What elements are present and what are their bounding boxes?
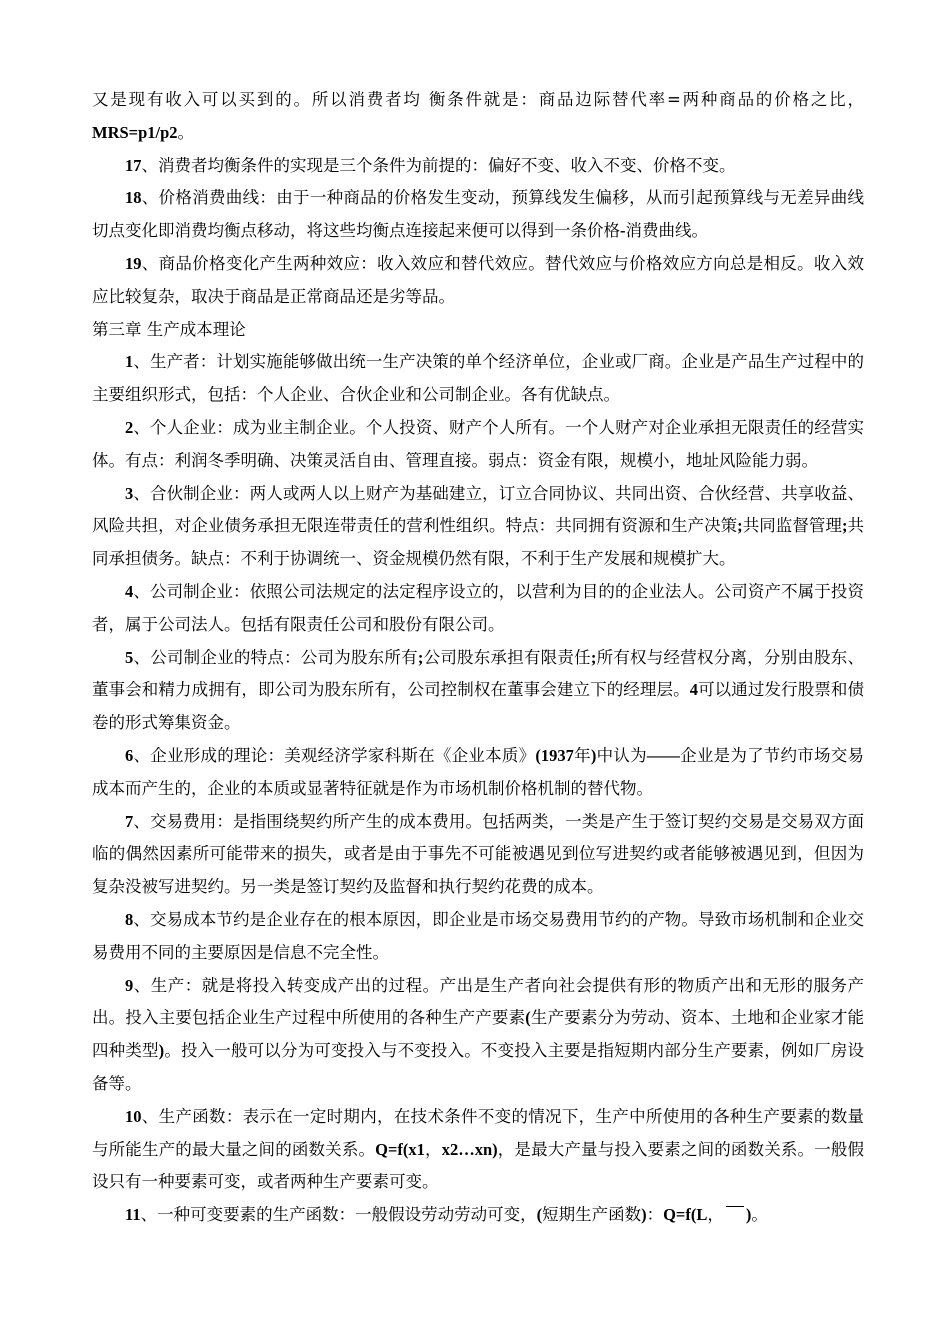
text-run: 5: [125, 647, 134, 667]
text-run: 、合伙制企业：两人或两人以上财产为基础建立，订立合同协议、共同出资、合伙经营、共享收益、风险共担，对企业债务承担无限连带责任的营利性组织。特点：共同拥有资源和生产决策: [92, 483, 864, 536]
text-run: 共同承担债务。缺点：不利于协调统一、资金规模仍然有限，不利于生产发展和规模扩大。: [92, 516, 865, 569]
paragraph-p17: [92, 150, 864, 183]
paragraph-c5: [92, 642, 864, 740]
paragraph-c11: [92, 1199, 864, 1232]
text-run: 消费曲线。: [625, 221, 708, 241]
text-run: 。: [751, 1205, 768, 1225]
paragraph-p19: [92, 248, 864, 314]
text-run: 又是现有收入可以买到的。所以消费者均 衡条件就是：商品边际替代率=两种商品的价格之比，: [92, 90, 864, 109]
text-run: ): [158, 1041, 165, 1061]
text-run: 、公司制企业的特点：公司为股东所有: [133, 647, 418, 667]
text-run: 、商品价格变化产生两种效应：收入效应和替代效应。替代效应与价格效应方向总是相反。收入效应比较复杂，取决于商品是正常商品还是劣等品。: [92, 253, 864, 306]
text-run: 短期生产函数: [542, 1205, 642, 1225]
text-run: 7: [125, 811, 134, 831]
text-run: 18: [125, 188, 142, 208]
overline-symbol: [726, 1206, 744, 1208]
paragraph-c6: [92, 740, 864, 806]
text-run: ;: [841, 516, 848, 536]
text-run: 、生产函数：表示在一定时期内，在技术条件不变的情况下，生产中所使用的各种生产要素的数量与所能生产的最大量之间的函数关系。: [92, 1106, 864, 1159]
text-run: ): [745, 1205, 752, 1225]
text-run: 共同监督管理: [742, 516, 842, 536]
paragraph-c7: [92, 806, 864, 904]
text-run: 4: [125, 581, 134, 601]
text-run: 2: [125, 417, 134, 437]
text-run: (1937: [535, 745, 574, 765]
text-run: ——: [646, 745, 680, 765]
text-run: 、一种可变要素的生产函数：一般假设劳动劳动可变，: [140, 1205, 537, 1225]
chapter-heading: [92, 314, 864, 347]
text-run: ;: [590, 647, 597, 667]
text-run: 第三章 生产成本理论: [92, 319, 246, 339]
paragraph-c4: [92, 576, 864, 642]
text-run: 企业是为了节约市场交易成本而产生的，企业的本质或显著特征就是作为市场机制价格机制的替代物。: [92, 745, 865, 798]
paragraph-p-cont: [92, 84, 864, 150]
text-run: 19: [125, 253, 142, 273]
text-run: 4: [689, 680, 698, 700]
paragraph-c9: [92, 970, 864, 1101]
text-run: 、生产者：计划实施能够做出统一生产决策的单个经济单位，企业或厂商。企业是产品生产过程中的主要组织形式，包括：个人企业、合伙企业和公司制企业。各有优缺点。: [92, 352, 864, 405]
text-run: ): [590, 745, 597, 765]
text-run: 。: [177, 122, 195, 142]
text-run: 年: [573, 745, 591, 765]
text-run: 所有权与经营权分离，分别由股东、董事会和精力成拥有，即公司为股东所有，公司控制权在董事会建立下的经理层。: [92, 647, 865, 700]
text-run: 可以通过发行股票和债卷的形式筹集资金。: [92, 680, 865, 733]
text-run: ): [641, 1205, 647, 1225]
paragraph-c8: [92, 904, 864, 970]
text-run: ;: [737, 516, 743, 536]
text-run: ，: [424, 1139, 442, 1159]
text-run: Q=f(x1: [375, 1139, 425, 1159]
text-run: 11: [125, 1205, 141, 1225]
text-run: (: [536, 1205, 543, 1225]
text-run: MRS=p1/p2: [92, 122, 178, 142]
text-run: 生产要素分为劳动、资本、土地和企业家才能四种类型: [92, 1008, 865, 1061]
text-run: 、消费者均衡条件的实现是三个条件为前提的：偏好不变、收入不变、价格不变。: [141, 155, 736, 175]
text-run: 6: [125, 745, 134, 765]
paragraph-c10: [92, 1101, 864, 1199]
text-run: ，: [707, 1205, 724, 1225]
text-run: 、个人企业：成为业主制企业。个人投资、财产个人所有。一个人财产对企业承担无限责任的经营实体。有点：利润冬季明确、决策灵活自由、管理直接。弱点：资金有限，规模小，地址风险能力弱。: [92, 417, 864, 470]
text-run: 1: [125, 352, 134, 372]
paragraph-c2: [92, 412, 864, 478]
paragraph-c3: [92, 478, 864, 576]
text-run: ，是最大产量与投入要素之间的函数关系。一般假设只有一种要素可变，或者两种生产要素可变。: [92, 1139, 865, 1192]
paragraph-c1: [92, 346, 864, 412]
text-run: 10: [125, 1106, 142, 1126]
text-run: 。投入一般可以分为可变投入与不变投入。不变投入主要是指短期内部分生产要素，例如厂房设备等。: [92, 1041, 865, 1093]
text-run: 9: [125, 975, 134, 995]
paragraph-p18: [92, 182, 864, 248]
text-run: 、价格消费曲线：由于一种商品的价格发生变动，预算线发生偏移，从而引起预算线与无差异曲线切点变化即消费均衡点移动，将这些均衡点连接起来便可以得到一条价格: [92, 188, 864, 241]
text-run: 、公司制企业：依照公司法规定的法定程序设立的，以营利为目的的企业法人。公司资产不属于投资者，属于公司法人。包括有限责任公司和股份有限公司。: [92, 581, 864, 634]
text-run: Q=f(L: [663, 1205, 708, 1225]
text-run: ：: [646, 1205, 664, 1225]
text-run: 公司股东承担有限责任: [423, 647, 591, 667]
text-run: 、交易费用：是指围绕契约所产生的成本费用。包括两类，一类是产生于签订契约交易是交易双方面临的偶然因素所可能带来的损失，或者是由于事先不可能被遇见到位写进契约或者能够被遇见到，但因为复杂没被写进契约。另一类是签订契约及监督和执行契约花费的成本。: [92, 811, 864, 897]
text-run: 8: [125, 909, 134, 929]
text-run: ;: [417, 647, 424, 667]
text-run: x2…xn): [441, 1139, 498, 1159]
text-run: 3: [125, 483, 134, 503]
document-page: [92, 84, 864, 1232]
text-run: 、企业形成的理论：美观经济学家科斯在《企业本质》: [133, 745, 536, 765]
text-run: 、交易成本节约是企业存在的根本原因，即企业是市场交易费用节约的产物。导致市场机制和企业交易费用不同的主要原因是信息不完全性。: [92, 909, 864, 962]
text-run: -: [620, 221, 626, 241]
text-run: (: [525, 1008, 531, 1028]
text-run: 、生产：就是将投入转变成产出的过程。产出是生产者向社会提供有形的物质产出和无形的服务产出。投入主要包括企业生产过程中所使用的各种生产产要素: [92, 975, 864, 1028]
text-run: 中认为: [596, 745, 647, 765]
text-run: 17: [125, 155, 142, 175]
